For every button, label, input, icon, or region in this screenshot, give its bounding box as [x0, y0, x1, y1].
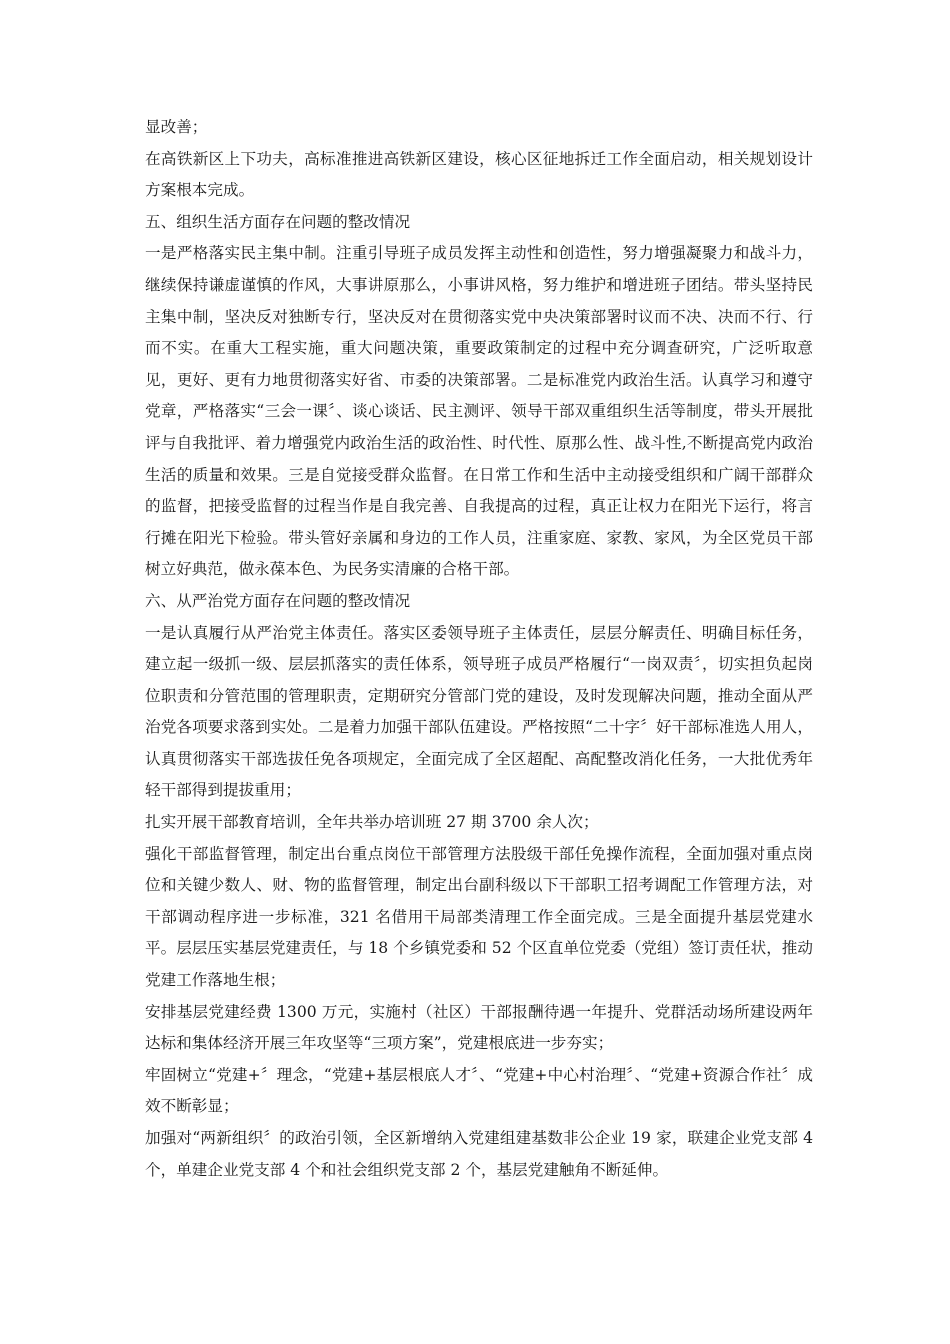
document-body — [145, 112, 813, 1186]
paragraph-party-plus: 牢固树立“党建+〞理念，“党建+基层根底人才〞、“党建+中心村治理〞、“党建+资源合作社〞成效不断彰显； — [145, 1065, 813, 1116]
paragraph-cadre-training: 扎实开展干部教育培训，全年共举办培训班 27 期 3700 余人次； — [145, 813, 599, 832]
paragraph-high-speed-rail: 在高铁新区上下功夫，高标准推进高铁新区建设，核心区征地拆迁工作全面启动，相关规划设计方案根本完成。 — [145, 149, 813, 200]
paragraph-party-responsibility: 一是认真履行从严治党主体责任。落实区委领导班子主体责任，层层分解责任、明确目标任务，建立起一级抓一级、层层抓落实的责任体系，领导班子成员严格履行“一岗双责〞，切实担负起岗位职责和分管范围的管理职责，定期研究分管部门党的建设，及时发现解决问题，推动全面从严治党各项要求落到实处。二是着力加强干部队伍建设。严格按照“二十字〞好干部标准选人用人，认真贯彻落实干部选拔任免各项规定，全面完成了全区超配、高配整改消化任务，一大批优秀年轻干部得到提拔重用； — [145, 623, 813, 800]
paragraph-party-funding: 安排基层党建经费 1300 万元，实施村（社区）干部报酬待遇一年提升、党群活动场所建设两年达标和集体经济开展三年攻坚等“三项方案”，党建根底进一步夯实； — [145, 1002, 813, 1053]
section-heading-6: 六、从严治党方面存在问题的整改情况 — [145, 591, 411, 610]
paragraph-two-new-organizations: 加强对“两新组织〞的政治引领，全区新增纳入党建组建基数非公企业 19 家，联建企业党支部 4 个，单建企业党支部 4 个和社会组织党支部 2 个，基层党建触角不断延伸。 — [145, 1129, 813, 1179]
paragraph-continuation: 显改善； — [145, 118, 208, 136]
section-heading-5: 五、组织生活方面存在问题的整改情况 — [145, 212, 411, 231]
paragraph-democratic-centralism: 一是严格落实民主集中制。注重引导班子成员发挥主动性和创造性，努力增强凝聚力和战斗力，继续保持谦虚谨慎的作风，大事讲原那么，小事讲风格，努力维护和增进班子团结。带头坚持民主集中制，坚决反对独断专行，坚决反对在贯彻落实党中央决策部署时议而不决、决而不行、行而不实。在重大工程实施，重大问题决策，重要政策制定的过程中充分调查研究，广泛听取意见，更好、更有力地贯彻落实好省、市委的决策部署。二是标准党内政治生活。认真学习和遵守党章，严格落实“三会一课〞、谈心谈话、民主测评、领导干部双重组织生活等制度，带头开展批评与自我批评、着力增强党内政治生活的政治性、时代性、原那么性、战斗性,不断提高党内政治生活的质量和效果。三是自觉接受群众监督。在日常工作和生活中主动接受组织和广阔干部群众的监督，把接受监督的过程当作是自我完善、自我提高的过程，真正让权力在阳光下运行，将言行摊在阳光下检验。带头管好亲属和身边的工作人员，注重家庭、家教、家风，为全区党员干部树立好典范，做永葆本色、为民务实清廉的合格干部。 — [145, 244, 813, 579]
paragraph-cadre-supervision: 强化干部监督管理，制定出台重点岗位干部管理方法股级干部任免操作流程，全面加强对重点岗位和关键少数人、财、物的监督管理，制定出台副科级以下干部职工招考调配工作管理方法，对干部调动程序进一步标准，321 名借用干局部类清理工作全面完成。三是全面提升基层党建水平。层层压实基层党建责任，与 18 个乡镇党委和 52 个区直单位党委（党组）签订责任状，推动党建工作落地生根； — [145, 844, 813, 990]
